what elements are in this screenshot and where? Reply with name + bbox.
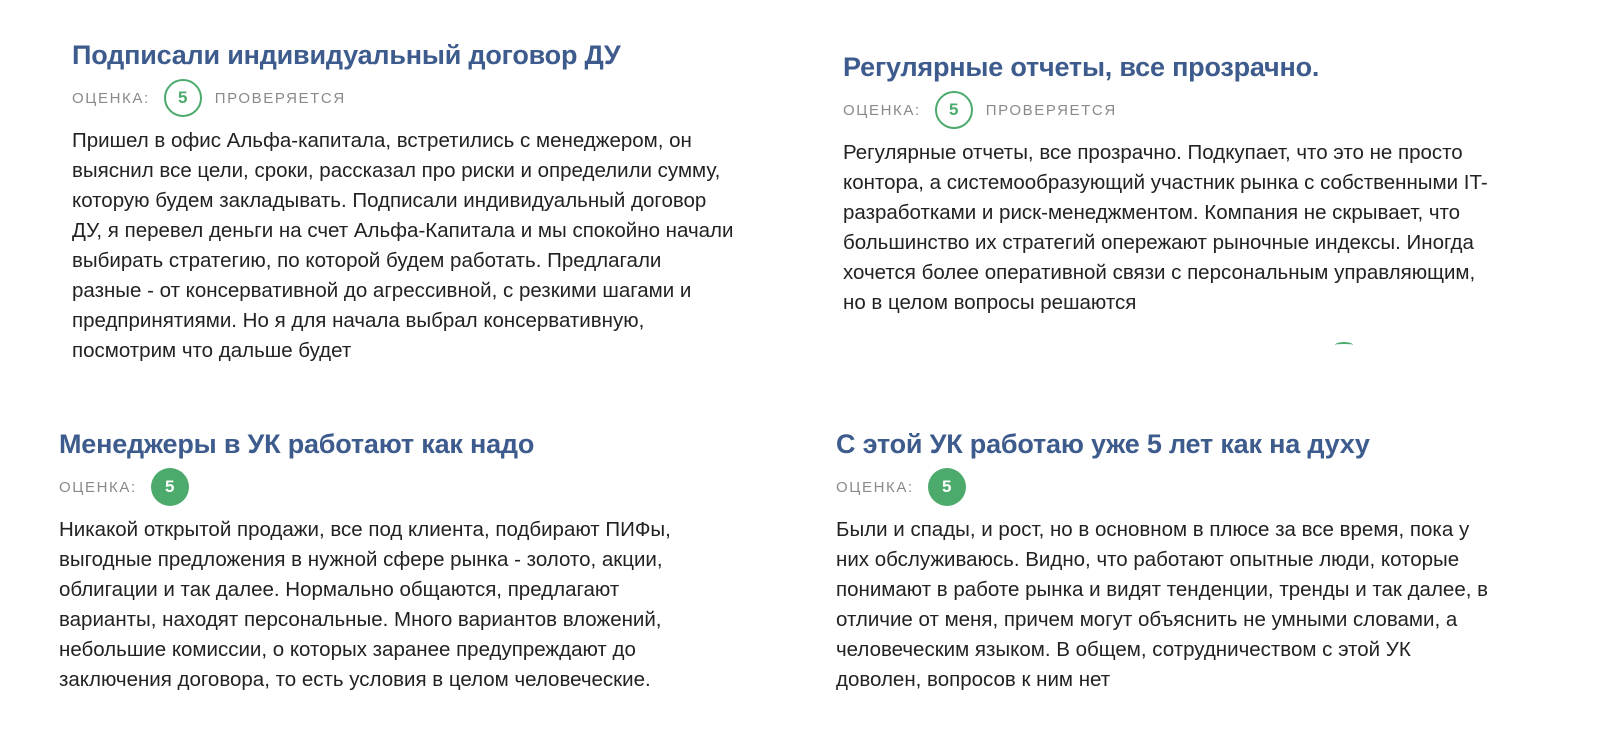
review-text-line: Регулярные отчеты, все прозрачно. Подкупает, что это не просто [843,141,1463,164]
review-text-line: но в целом вопросы решаются [843,291,1137,314]
review-text-line: понимают в работе рынка и видят тенденции, тренды и так далее, в [836,578,1489,601]
review-card [72,38,802,366]
partial-circle-icon [1335,342,1353,348]
review-text-line: Пришел в офис Альфа-капитала, встретились с менеджером, он [72,129,692,152]
review-text-line: отличие от меня, причем могут объяснить не умными словами, а [836,608,1458,631]
review-text-line: разные - от консервативной до агрессивной, с резкими шагами и [72,279,692,302]
review-text-line: заключения договора, то есть условия в целом человеческие. [59,668,651,691]
rating-label: ОЦЕНКА: [843,101,921,119]
status-badge: ПРОВЕРЯЕТСЯ [985,101,1117,119]
review-text-line: разработками и риск-менеджментом. Компания не скрывает, что [843,201,1461,224]
review-title: Регулярные отчеты, все прозрачно. [843,52,1320,82]
rating-row [72,78,802,118]
rating-badge: 5 [928,468,966,506]
review-text [72,126,802,366]
review-text-line: варианты, находят персональные. Много вариантов вложений, [59,608,662,631]
review-text-line: посмотрим что дальше будет [72,339,352,362]
rating-badge: 5 [164,79,202,117]
review-card [843,50,1573,318]
review-card [59,427,789,695]
review-text-line: контора, а системообразующий участник рынка с собственными IT- [843,171,1488,194]
review-text-line: большинство их стратегий опережают рыночные индексы. Иногда [843,231,1474,254]
rating-row [59,467,789,507]
review-text-line: Были и спады, и рост, но в основном в плюсе за все время, пока у [836,518,1470,541]
rating-badge: 5 [935,91,973,129]
review-title: Менеджеры в УК работают как надо [59,429,535,459]
review-text-line: доволен, вопросов к ним нет [836,668,1111,691]
review-text-line: человеческим языком. В общем, сотрудничеством с этой УК [836,638,1411,661]
review-text-line: выбирать стратегию, по которой будем работать. Предлагали [72,249,662,272]
review-text-line: предпринятиями. Но я для начала выбрал консервативную, [72,309,645,332]
review-text-line: выяснил все цели, сроки, рассказал про риски и определили сумму, [72,159,721,182]
review-text-line: небольшие комиссии, о которых заранее предупреждают до [59,638,636,661]
review-text-line: ДУ, я перевел деньги на счет Альфа-Капитала и мы спокойно начали [72,219,734,242]
review-text-line: облигации и так далее. Нормально общаются, предлагают [59,578,620,601]
status-badge: ПРОВЕРЯЕТСЯ [214,89,346,107]
review-text-line: них обслуживаюсь. Видно, что работают опытные люди, которые [836,548,1460,571]
review-text [59,515,789,695]
rating-label: ОЦЕНКА: [72,89,150,107]
rating-label: ОЦЕНКА: [836,478,914,496]
review-card [836,427,1566,695]
review-text [843,138,1573,318]
rating-label: ОЦЕНКА: [59,478,137,496]
review-text [836,515,1566,695]
rating-row [836,467,1566,507]
rating-badge: 5 [151,468,189,506]
review-text-line: которую будем закладывать. Подписали индивидуальный договор [72,189,707,212]
review-text-line: выгодные предложения в нужной сфере рынка - золото, акции, [59,548,663,571]
review-text-line: Никакой открытой продажи, все под клиента, подбирают ПИФы, [59,518,671,541]
review-title: С этой УК работаю уже 5 лет как на духу [836,429,1370,459]
rating-row [843,90,1573,130]
review-text-line: хочется более оперативной связи с персональным управляющим, [843,261,1476,284]
review-title: Подписали индивидуальный договор ДУ [72,40,621,70]
